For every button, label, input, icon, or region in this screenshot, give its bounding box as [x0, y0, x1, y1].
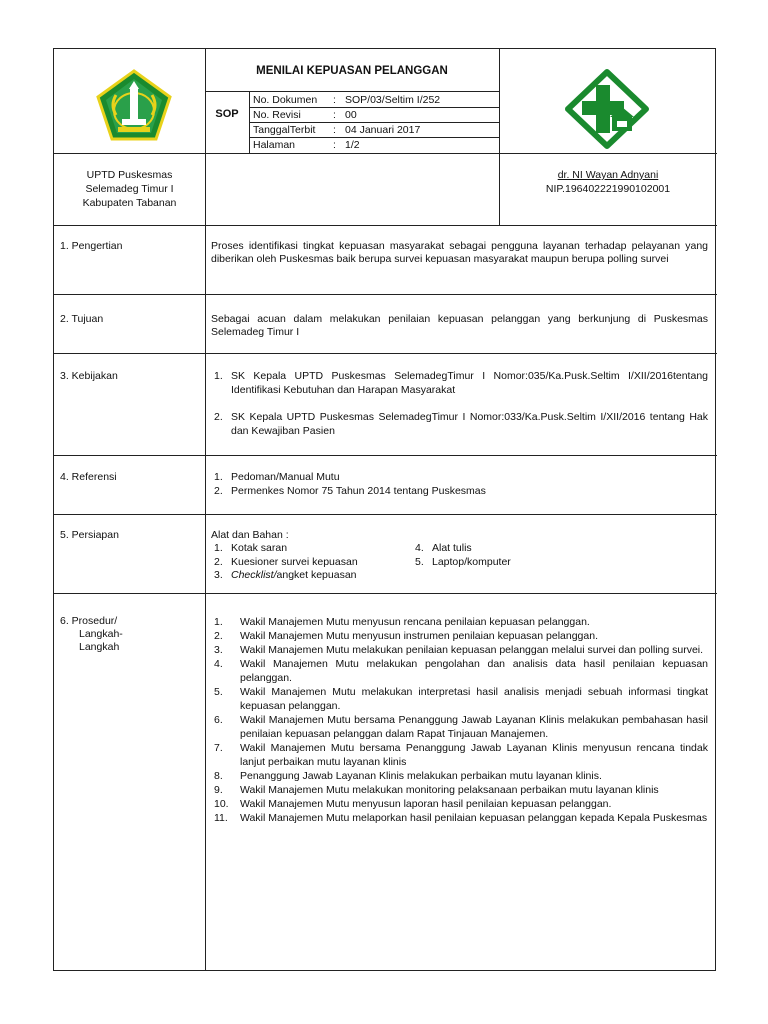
list-item: 2. Kuesioner survei kepuasan	[214, 555, 358, 568]
persiapan-list-right	[415, 542, 615, 569]
org-line-2: Selemadeg Timur I	[85, 183, 174, 195]
list-item: 1. Wakil Manajemen Mutu menyusun rencana penilaian kepuasan pelanggan.	[214, 616, 590, 628]
meta-value: 1/2	[345, 139, 360, 151]
sop-label: SOP	[215, 108, 239, 120]
column-divider-left	[205, 49, 206, 971]
section-label-referensi: 4. Referensi	[60, 471, 117, 483]
list-item: 2. SK Kepala UPTD Puskesmas SelemadegTimur I Nomor:033/Ka.Pusk.Seltim I/XII/2016 tentang Hak dan Kewajiban Pasien	[214, 411, 708, 437]
list-item: 5. Wakil Manajemen Mutu melakukan interpretasi hasil analisis menjadi sebuah informasi tingkat kepuasan pelanggan.	[214, 686, 708, 712]
header-divider	[54, 153, 717, 154]
section-divider-1	[54, 225, 717, 226]
regency-emblem-icon	[96, 69, 172, 141]
list-item: 1. Pedoman/Manual Mutu	[214, 471, 340, 483]
meta-key: Halaman	[253, 139, 296, 151]
section-body-pengertian: Proses identifikasi tingkat kepuasan masyarakat sebagai pengguna layanan terhadap pelayanan yang diberikan oleh Puskesmas baik berupa survei kepuasan masyarakat maupun berupa polling survei	[211, 240, 708, 265]
list-item: 2. Wakil Manajemen Mutu menyusun instrumen penilaian kepuasan pelanggan.	[214, 630, 598, 642]
meta-key: No. Revisi	[253, 109, 301, 121]
list-item: 1. Kotak saran	[214, 542, 288, 554]
title-underline	[205, 91, 499, 92]
section-label-pengertian: 1. Pengertian	[60, 240, 123, 252]
meta-row-document-number: No. Dokumen : SOP/03/Seltim I/252	[249, 93, 494, 107]
puskesmas-logo-icon	[564, 69, 650, 149]
list-item: 6. Wakil Manajemen Mutu bersama Penanggung Jawab Layanan Klinis melakukan pembahasan hasil penilaian kepuasan pelanggan dalam Rapat Tinjauan Manajemen.	[214, 714, 708, 740]
list-item: 10. Wakil Manajemen Mutu menyusun laporan hasil penilaian kepuasan pelanggan.	[214, 798, 612, 810]
list-item: 7. Wakil Manajemen Mutu bersama Penanggung Jawab Layanan Klinis menyusun rencana tindak lanjut perbaikan mutu layanan klinis	[214, 742, 708, 768]
document-title: MENILAI KEPUASAN PELANGGAN	[256, 65, 448, 77]
persiapan-intro: Alat dan Bahan :	[211, 529, 289, 541]
org-line-1: UPTD Puskesmas	[86, 169, 173, 181]
kebijakan-list	[214, 370, 708, 438]
sop-document	[53, 48, 716, 971]
persiapan-list-left	[214, 542, 414, 583]
list-item: 3. Wakil Manajemen Mutu melakukan penilaian kepuasan pelanggan melalui survei dan polling survei.	[214, 644, 704, 656]
section-label-kebijakan: 3. Kebijakan	[60, 370, 118, 382]
list-item: 11. Wakil Manajemen Mutu melaporkan hasil penilaian kepuasan pelanggan kepada Kepala Puskesmas	[214, 812, 708, 824]
meta-value: 04 Januari 2017	[345, 124, 421, 136]
column-divider-right	[499, 49, 500, 225]
section-label-persiapan: 5. Persiapan	[60, 529, 119, 541]
section-divider-5	[54, 514, 717, 515]
meta-key: No. Dokumen	[253, 94, 318, 106]
section-divider-2	[54, 294, 717, 295]
org-line-3: Kabupaten Tabanan	[82, 197, 177, 209]
meta-key: TanggalTerbit	[253, 124, 316, 136]
section-label-tujuan: 2. Tujuan	[60, 313, 104, 325]
signer-nip: NIP.196402221990102001	[545, 183, 671, 195]
section-divider-3	[54, 353, 717, 354]
meta-row-page: Halaman : 1/2	[249, 138, 494, 152]
meta-row-issue-date: TanggalTerbit : 04 Januari 2017	[249, 123, 494, 137]
list-item: 4. Wakil Manajemen Mutu melakukan pengolahan dan analisis data hasil penilaian kepuasan pelanggan.	[214, 658, 708, 684]
referensi-list	[214, 471, 708, 498]
section-label-prosedur: 6. Prosedur/ Langkah- Langkah	[60, 615, 123, 653]
meta-value: 00	[345, 109, 357, 121]
list-item: 9. Wakil Manajemen Mutu melakukan monitoring pelaksanaan perbaikan mutu layanan klinis	[214, 784, 659, 796]
list-item: 3. Checklist/ angket kepuasan	[214, 569, 357, 581]
list-item: 1. SK Kepala UPTD Puskesmas SelemadegTimur I Nomor:035/Ka.Pusk.Seltim I/XII/2016tentang Identifikasi Kebutuhan dan Harapan Masyarakat	[214, 370, 708, 396]
list-item: 8. Penanggung Jawab Layanan Klinis melakukan perbaikan mutu layanan klinis.	[214, 770, 602, 782]
prosedur-list	[214, 615, 708, 825]
section-divider-6	[54, 593, 717, 594]
section-divider-4	[54, 455, 717, 456]
list-item: 4. Alat tulis	[415, 542, 472, 554]
meta-row-revision: No. Revisi : 00	[249, 108, 494, 122]
signer-block	[499, 168, 717, 196]
signer-name: dr. NI Wayan Adnyani	[557, 169, 659, 181]
list-item: 5. Laptop/komputer	[415, 555, 511, 568]
list-item: 2. Permenkes Nomor 75 Tahun 2014 tentang Puskesmas	[214, 484, 486, 497]
organization-block	[54, 168, 205, 210]
section-body-tujuan: Sebagai acuan dalam melakukan penilaian kepuasan pelanggan yang berkunjung di Puskesmas Selemadeg Timur I	[211, 313, 708, 338]
meta-value: SOP/03/Seltim I/252	[345, 94, 441, 106]
